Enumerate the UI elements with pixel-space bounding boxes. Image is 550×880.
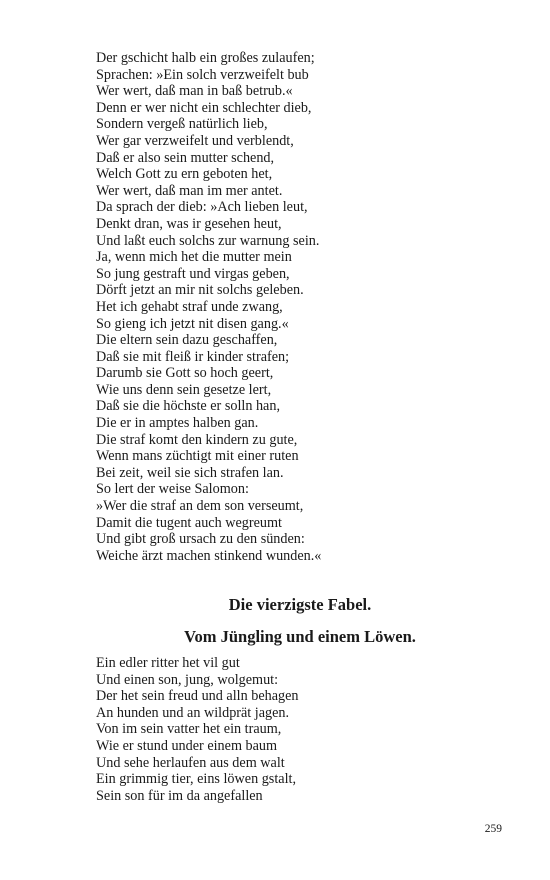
fable-title-heading: Vom Jüngling und einem Löwen. — [184, 627, 416, 646]
poem-line: Ein edler ritter het vil gut — [96, 655, 240, 671]
poem-line: Wie uns denn sein gesetze lert, — [96, 381, 272, 398]
poem-line: Ein grimmig tier, eins löwen gstalt, — [96, 771, 296, 788]
poem-line: Die er in amptes halben gan. — [96, 415, 259, 432]
poem-line: Und gibt groß ursach zu den sünden: — [96, 531, 305, 548]
poem-line: Bei zeit, weil sie sich strafen lan. — [96, 464, 284, 481]
poem-line: Ja, wenn mich het die mutter mein — [96, 249, 292, 266]
poem-line: Daß sie mit fleiß ir kinder strafen; — [96, 348, 290, 365]
poem-line: Daß sie die höchste er solln han, — [96, 398, 280, 415]
poem-line: Und laßt euch solchs zur warnung sein. — [96, 232, 320, 249]
poem-line: Daß er also sein mutter schend, — [96, 149, 275, 166]
poem-line: Sein son für im da angefallen — [96, 787, 263, 804]
poem-line: Het ich gehabt straf unde zwang, — [96, 298, 283, 315]
poem-line: Die straf komt den kindern zu gute, — [96, 431, 298, 448]
poem-line: Welch Gott zu ern geboten het, — [96, 166, 273, 183]
poem-line: Und einen son, jung, wolgemut: — [96, 671, 279, 688]
poem-stanza-fable — [96, 655, 496, 804]
poem-line: So jung gestraft und virgas geben, — [96, 265, 290, 282]
page-number: 259 — [484, 823, 502, 835]
poem-line: Wenn mans züchtigt mit einer ruten — [96, 448, 299, 465]
poem-line: Sprachen: »Ein solch verzweifelt bub — [96, 66, 309, 83]
poem-line: Wer wert, daß man in baß betrub.« — [96, 83, 293, 100]
poem-line: Der het sein freud und alln behagen — [96, 688, 299, 705]
poem-line: So lert der weise Salomon: — [96, 481, 249, 498]
poem-line: Denkt dran, was ir gesehen heut, — [96, 215, 282, 232]
poem-line: Sondern vergeß natürlich lieb, — [96, 116, 268, 133]
poem-line: So gieng ich jetzt nit disen gang.« — [96, 315, 289, 332]
poem-line: »Wer die straf an dem son verseumt, — [96, 498, 304, 515]
poem-line: Wer wert, daß man im mer antet. — [96, 182, 283, 199]
poem-line: An hunden und an wildprät jagen. — [96, 704, 290, 721]
poem-line: Die eltern sein dazu geschaffen, — [96, 332, 278, 349]
poem-line: Wer gar verzweifelt und verblendt, — [96, 132, 294, 149]
poem-line: Der gschicht halb ein großes zulaufen; — [96, 50, 315, 66]
poem-line: Damit die tugent auch wegreumt — [96, 514, 282, 531]
poem-line: Denn er wer nicht ein schlechter dieb, — [96, 99, 312, 116]
poem-stanza-continued — [96, 50, 496, 564]
poem-line: Darumb sie Gott so hoch geert, — [96, 365, 274, 382]
poem-line: Dörft jetzt an mir nit solchs geleben. — [96, 282, 304, 299]
poem-line: Weiche ärzt machen stinkend wunden.« — [96, 547, 322, 564]
poem-line: Wie er stund under einem baum — [96, 737, 278, 754]
poem-line: Von im sein vatter het ein traum, — [96, 721, 282, 738]
fable-number-heading: Die vierzigste Fabel. — [228, 595, 372, 614]
poem-line: Da sprach der dieb: »Ach lieben leut, — [96, 199, 308, 216]
poem-line: Und sehe herlaufen aus dem walt — [96, 754, 285, 771]
